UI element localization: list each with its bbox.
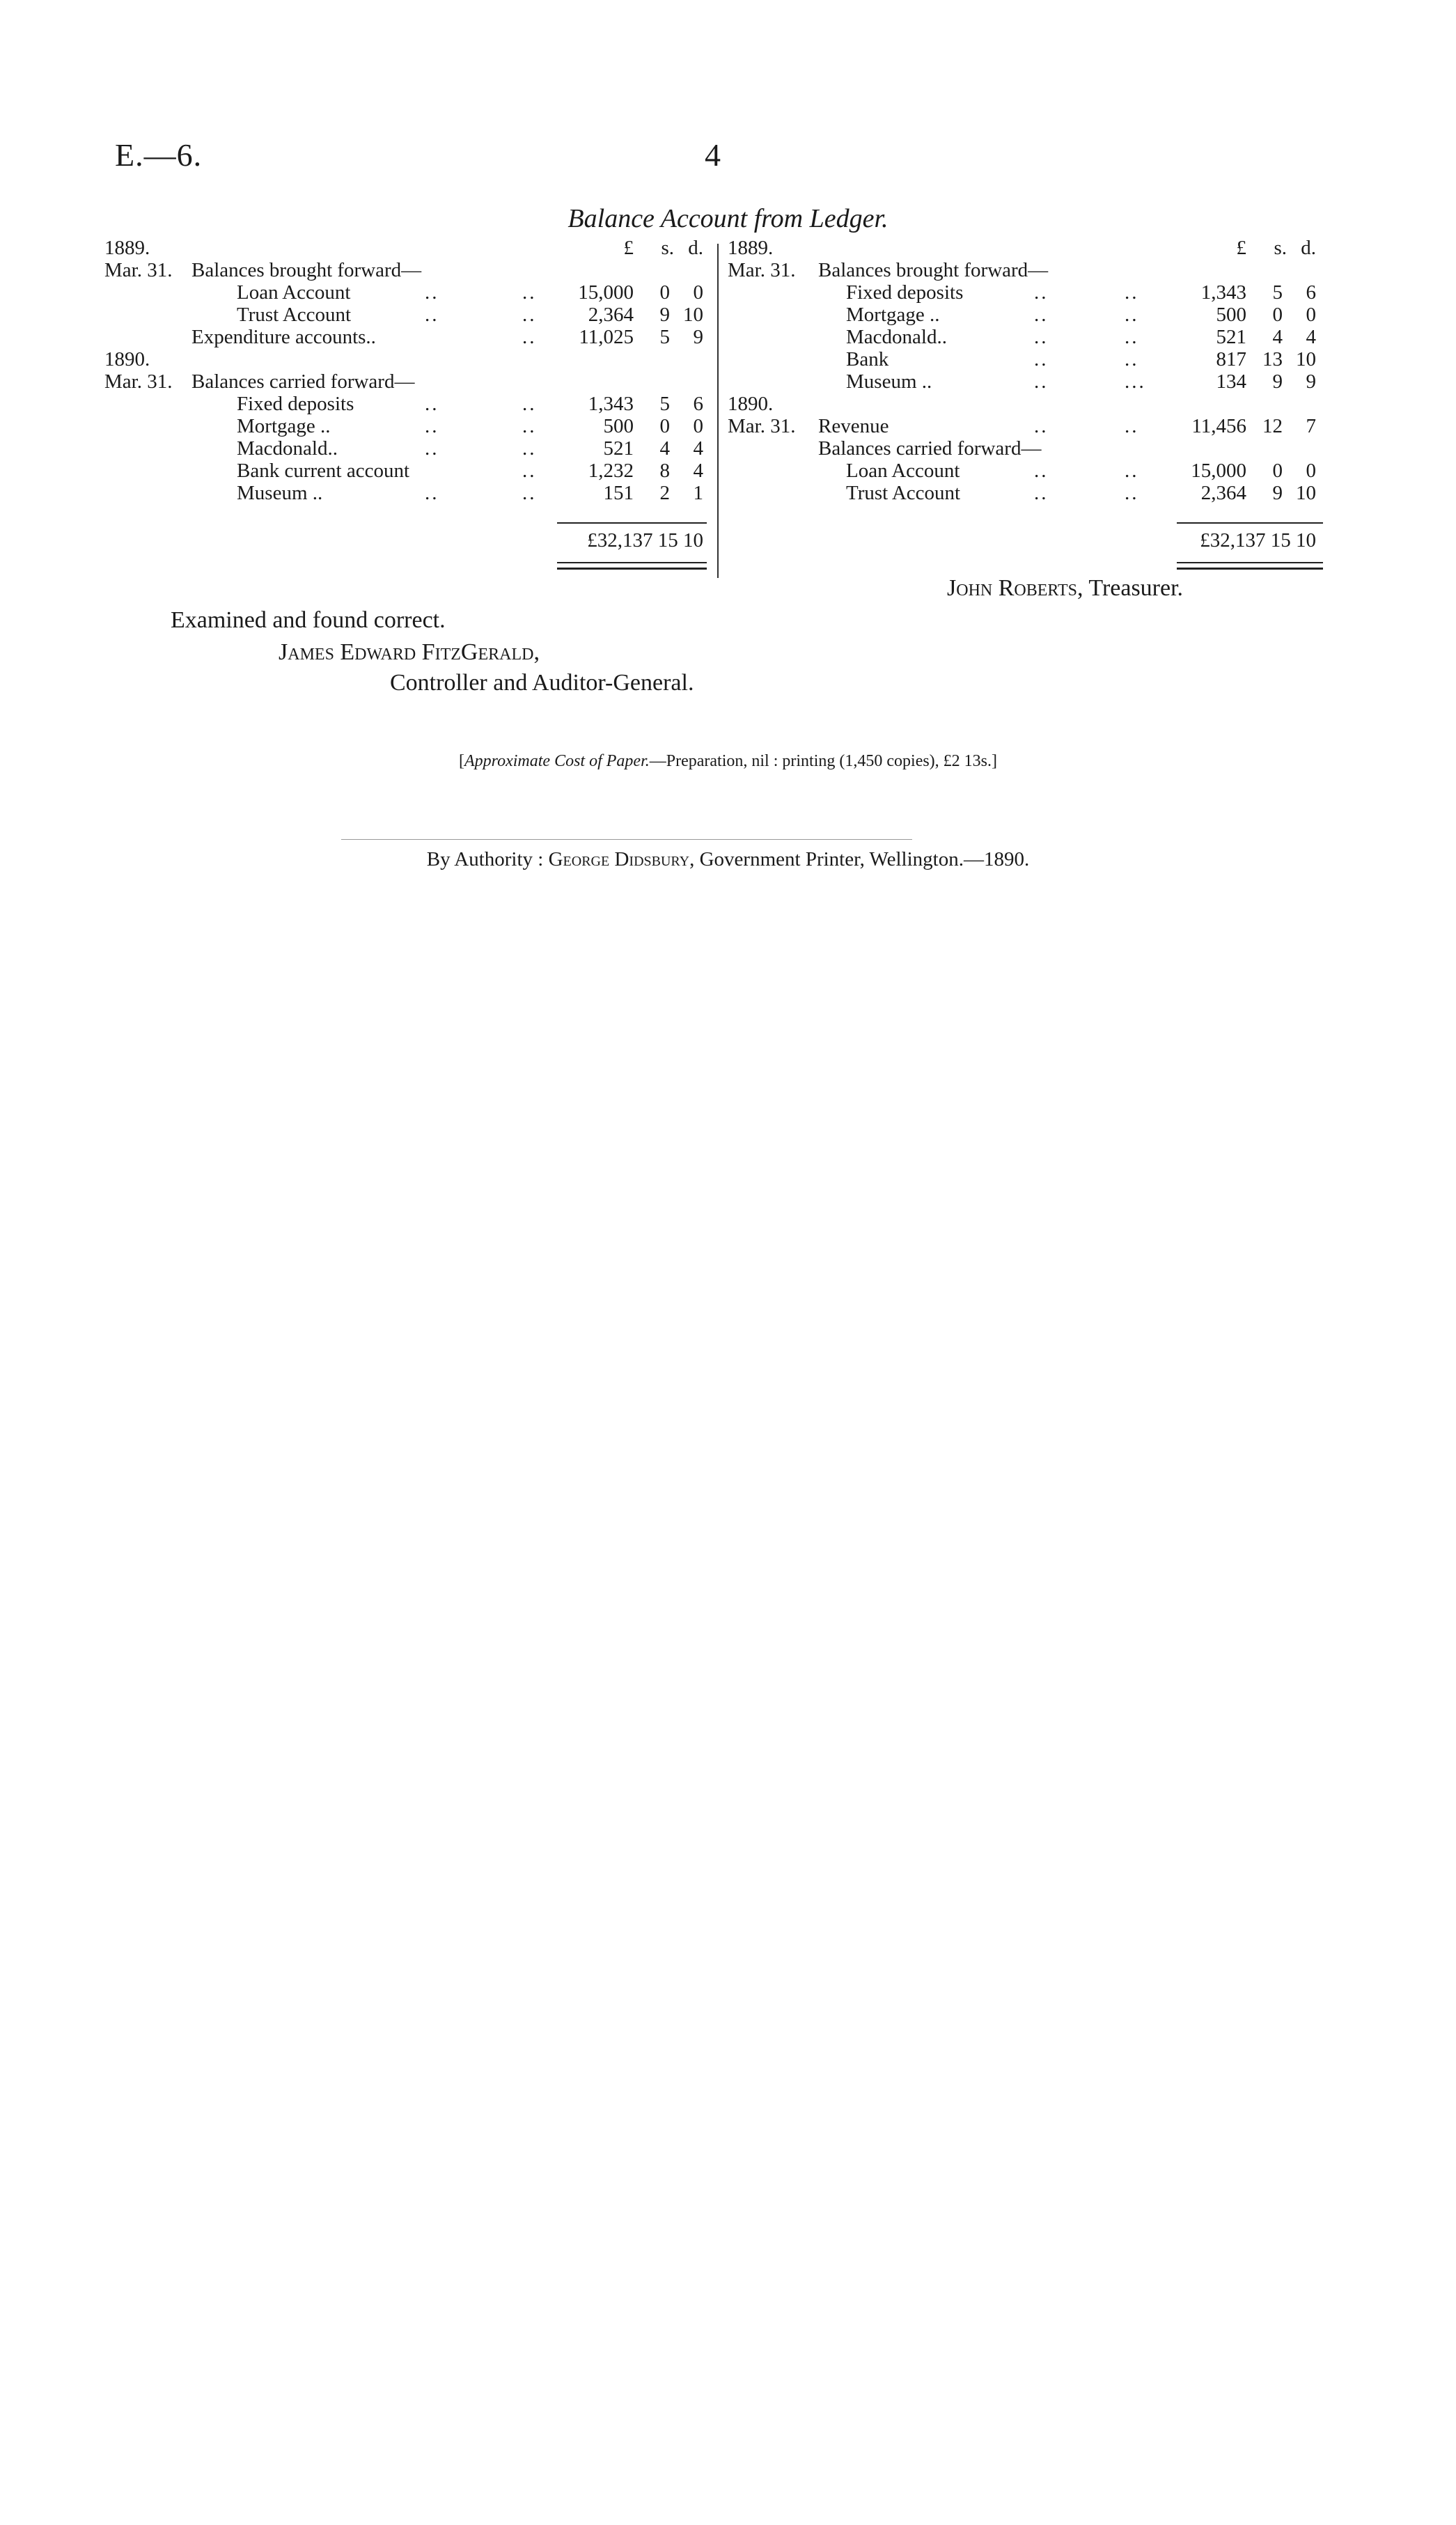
row-description: Mortgage .. [846,304,940,326]
amount-pence: 7 [1306,415,1316,437]
leader-dots: .. [1125,482,1139,504]
amount-pounds: 15,000 [578,281,634,304]
amount-shillings: 5 [659,326,670,348]
leader-dots: .. [522,304,537,326]
ledger-row [104,237,710,259]
amount-pounds: 521 [1216,326,1246,348]
amount-pence: 6 [693,393,703,415]
ledger-row [728,460,1323,482]
treasurer-title: , Treasurer. [1077,575,1184,601]
row-description: Trust Account [237,304,352,326]
ledger-row [104,281,710,304]
leader-dots: .. [1034,415,1049,437]
leader-dots: .. [1034,304,1049,326]
balance-ledger [104,237,1323,585]
cost-note-label: Approximate Cost of Paper. [464,752,650,770]
leader-dots: .. [1125,348,1139,370]
amount-shillings: 9 [1272,370,1283,393]
row-description: Balances carried forward— [191,370,415,393]
amount-pence: 9 [1306,370,1316,393]
ledger-row [104,415,710,437]
ledger-row [104,304,710,326]
ledger-row [104,348,710,370]
amount-pence: 10 [1296,348,1316,370]
document-code: E.—6. [115,137,203,173]
amount-shillings: 0 [1272,304,1283,326]
leader-dots: .. [1125,281,1139,304]
ledger-row [104,482,710,504]
ledger-row [104,460,710,482]
amount-pence: 6 [1306,281,1316,304]
leader-dots: .. [1034,370,1049,393]
row-date: Mar. 31. [104,370,173,393]
row-description: Bank [846,348,889,370]
row-date: 1890. [728,393,774,415]
row-description: Balances brought forward— [191,259,422,281]
row-description: Bank current account [237,460,410,482]
ledger-row [104,393,710,415]
amount-shillings: 5 [1272,281,1283,304]
amount-shillings: 4 [659,437,670,460]
amount-pounds: 151 [603,482,634,504]
amount-shillings: 0 [1272,460,1283,482]
leader-dots: .. [1034,348,1049,370]
ledger-row [728,415,1323,437]
row-description: Balances brought forward— [818,259,1049,281]
ledger-row [728,304,1323,326]
leader-dots: .. [522,326,537,348]
amount-shillings: 5 [659,393,670,415]
amount-pounds: 11,025 [579,326,634,348]
row-description: Balances carried forward— [818,437,1042,460]
row-date: 1889. [104,237,150,259]
amount-pounds: 521 [603,437,634,460]
ledger-row [728,370,1323,393]
row-description: Revenue [818,415,889,437]
row-description: Loan Account [846,460,960,482]
leader-dots: .. [425,415,439,437]
imprint-prefix: By Authority : [426,848,549,870]
amount-pence: 4 [693,460,703,482]
amount-shillings: 2 [659,482,670,504]
leader-dots: .. [1125,415,1139,437]
row-description: Museum .. [846,370,932,393]
leader-dots: .. [1125,326,1139,348]
amount-pence: 4 [693,437,703,460]
imprint-printer: George Didsbury [548,848,690,870]
ledger-row [104,259,710,281]
amount-pence: 1 [693,482,703,504]
row-description: Macdonald.. [846,326,947,348]
row-date: Mar. 31. [728,415,796,437]
amount-pounds: 1,232 [588,460,634,482]
ledger-left-side [104,237,710,552]
treasurer-name: John Roberts [947,575,1077,601]
leader-dots: .. [425,437,439,460]
row-description: Mortgage .. [237,415,331,437]
ledger-row [728,482,1323,504]
amount-pence: 10 [683,304,703,326]
ledger-row [104,437,710,460]
separator-rule [341,839,912,840]
pence-header: d. [688,237,703,259]
auditor-title: Controller and Auditor-General. [390,670,694,696]
ledger-row [728,393,1323,415]
right-total-amount: £32,137 15 10 [1200,529,1316,552]
ledger-row [728,437,1323,460]
right-total-block [728,522,1323,571]
row-description: Macdonald.. [237,437,338,460]
amount-shillings: 0 [659,281,670,304]
ledger-row [728,348,1323,370]
leader-dots: .. [1034,281,1049,304]
leader-dots: .. [522,415,537,437]
amount-shillings: 9 [659,304,670,326]
row-date: Mar. 31. [728,259,796,281]
pounds-header: £ [1236,237,1246,259]
total-rule [557,522,707,524]
leader-dots: .. [522,482,537,504]
leader-dots: .. [1125,460,1139,482]
ledger-row [728,326,1323,348]
amount-pence: 0 [1306,460,1316,482]
amount-pounds: 500 [603,415,634,437]
amount-pence: 10 [1296,482,1316,504]
row-description: Museum .. [237,482,323,504]
ledger-divider [717,244,719,578]
amount-pounds: 2,364 [588,304,634,326]
amount-pounds: 1,343 [588,393,634,415]
leader-dots: .. [1034,326,1049,348]
leader-dots: .. [1034,460,1049,482]
treasurer-signature [947,575,1183,602]
row-description: Trust Account [846,482,961,504]
amount-shillings: 4 [1272,326,1283,348]
ledger-row [728,237,1323,259]
pence-header: d. [1301,237,1316,259]
leader-dots: .. [1034,482,1049,504]
amount-pounds: 134 [1216,370,1246,393]
leader-dots: .. [522,281,537,304]
leader-dots: .. [425,281,439,304]
ledger-title: Balance Account from Ledger. [567,204,889,233]
cost-of-paper-note: [Approximate Cost of Paper.—Preparation, nil : printing (1,450 copies), £2 13s.] [458,752,998,770]
row-description: Fixed deposits [846,281,964,304]
leader-dots: ... [1125,370,1146,393]
leader-dots: .. [522,460,537,482]
page-number: 4 [705,137,721,173]
row-date: 1889. [728,237,774,259]
amount-pounds: 500 [1216,304,1246,326]
amount-pounds: 1,343 [1200,281,1246,304]
total-double-rule [557,562,707,570]
leader-dots: .. [522,437,537,460]
leader-dots: .. [1125,304,1139,326]
row-date: Mar. 31. [104,259,173,281]
amount-shillings: 12 [1262,415,1283,437]
printer-imprint [0,848,1456,871]
row-description: Fixed deposits [237,393,354,415]
row-description: Expenditure accounts.. [191,326,376,348]
ledger-row [728,281,1323,304]
leader-dots: .. [522,393,537,415]
leader-dots: .. [425,393,439,415]
amount-pence: 0 [693,281,703,304]
total-double-rule [1177,562,1323,570]
amount-shillings: 13 [1262,348,1283,370]
leader-dots: .. [425,482,439,504]
ledger-row [728,259,1323,281]
cost-note-text: —Preparation, nil : printing (1,450 copies), £2 13s. [649,752,992,770]
total-rule [1177,522,1323,524]
amount-shillings: 0 [659,415,670,437]
row-description: Loan Account [237,281,351,304]
ledger-row [104,370,710,393]
shillings-header: s. [1274,237,1287,259]
amount-pounds: 15,000 [1191,460,1246,482]
auditor-name: James Edward FitzGerald, [279,639,540,665]
ledger-right-side [728,237,1323,552]
ledger-row [104,326,710,348]
amount-shillings: 8 [659,460,670,482]
row-date: 1890. [104,348,150,370]
amount-shillings: 9 [1272,482,1283,504]
amount-pence: 4 [1306,326,1316,348]
left-total-amount: £32,137 15 10 [587,529,703,552]
left-total-block [104,522,710,571]
examined-statement: Examined and found correct. [171,607,446,633]
pounds-header: £ [623,237,634,259]
shillings-header: s. [661,237,674,259]
page-header [0,136,1456,178]
leader-dots: .. [425,304,439,326]
imprint-suffix: , Government Printer, Wellington.—1890. [689,848,1030,870]
amount-pounds: 817 [1216,348,1246,370]
amount-pence: 9 [693,326,703,348]
amount-pence: 0 [1306,304,1316,326]
amount-pounds: 11,456 [1191,415,1246,437]
amount-pounds: 2,364 [1200,482,1246,504]
amount-pence: 0 [693,415,703,437]
